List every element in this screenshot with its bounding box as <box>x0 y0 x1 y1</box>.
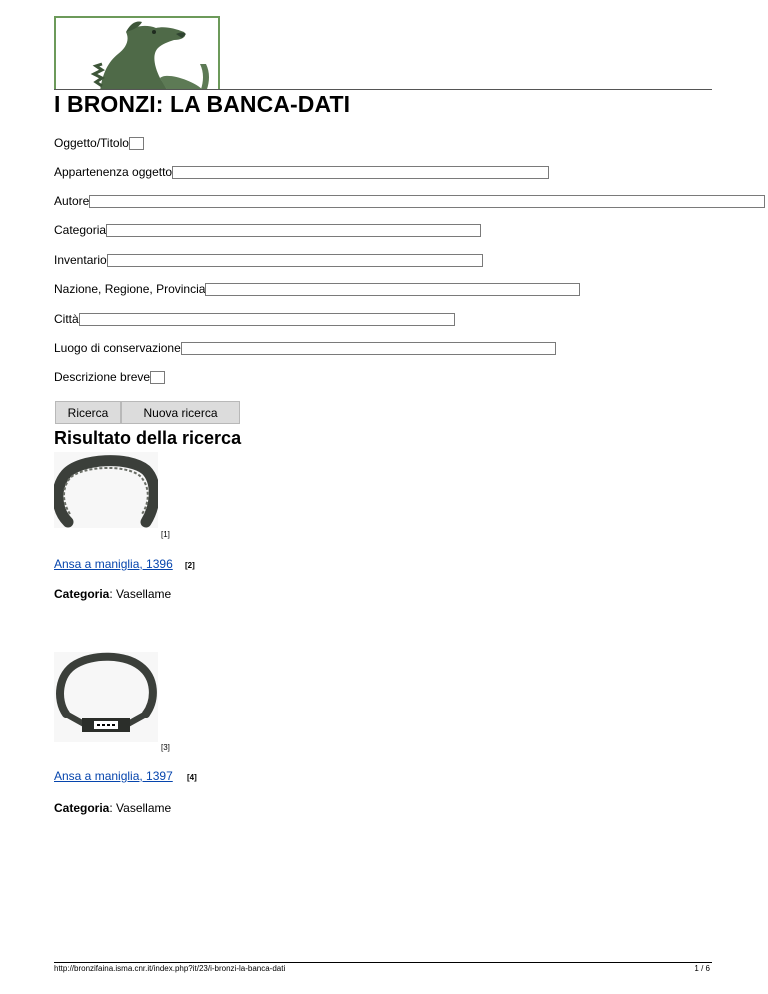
appartenenza-oggetto-input[interactable] <box>172 166 549 179</box>
field-label: Nazione, Regione, Provincia <box>54 282 206 296</box>
site-logo[interactable] <box>54 16 220 90</box>
field-label: Categoria <box>54 223 107 237</box>
nazione-regione-provincia-input[interactable] <box>205 283 580 296</box>
result-link[interactable]: Ansa a maniglia, 1396 <box>54 557 173 571</box>
footer-divider <box>54 962 712 963</box>
results-title: Risultato della ricerca <box>54 428 242 448</box>
autore-input[interactable] <box>89 195 765 208</box>
category-label: Categoria <box>54 587 110 601</box>
field-row-autore <box>54 193 765 209</box>
link-reference: [4] <box>187 773 197 782</box>
field-row-oggetto-titolo <box>54 135 144 151</box>
field-label: Città <box>54 312 79 326</box>
search-button[interactable]: Ricerca <box>55 401 121 424</box>
field-row-descrizione-breve <box>54 369 165 385</box>
field-row-appartenenza-oggetto <box>54 164 549 180</box>
oggetto-titolo-input[interactable] <box>129 137 144 150</box>
result-category <box>54 587 171 601</box>
page-number: 1 / 6 <box>694 964 710 973</box>
result-link[interactable]: Ansa a maniglia, 1397 <box>54 769 173 783</box>
result-image[interactable] <box>54 452 158 528</box>
category-label: Categoria <box>54 801 110 815</box>
field-row-inventario <box>54 252 483 268</box>
image-reference: [1] <box>161 530 170 539</box>
field-row-citta <box>54 311 455 327</box>
bronze-handle-image <box>54 452 158 528</box>
page-title: I BRONZI: LA BANCA-DATI <box>54 91 351 117</box>
field-row-nazione-regione-provincia <box>54 281 580 297</box>
result-image[interactable] <box>54 652 158 728</box>
field-row-categoria <box>54 222 481 238</box>
field-label: Appartenenza oggetto <box>54 165 173 179</box>
field-label: Autore <box>54 194 90 208</box>
form-actions <box>55 401 240 424</box>
footer-url: http://bronzifaina.isma.cnr.it/index.php?it/23/i-bronzi-la-banca-dati <box>54 964 286 973</box>
header-divider <box>54 89 712 90</box>
field-label: Descrizione breve <box>54 370 151 384</box>
categoria-input[interactable] <box>106 224 481 237</box>
descrizione-breve-input[interactable] <box>150 371 165 384</box>
field-label: Luogo di conservazione <box>54 341 181 355</box>
bronze-handle-with-label-image <box>54 652 158 742</box>
field-label: Inventario <box>54 253 107 267</box>
image-reference: [3] <box>161 743 170 752</box>
new-search-button[interactable]: Nuova ricerca <box>121 401 240 424</box>
link-reference: [2] <box>185 561 195 570</box>
field-row-luogo-di-conservazione <box>54 340 556 356</box>
inventario-input[interactable] <box>107 254 483 267</box>
category-value: : Vasellame <box>109 801 172 815</box>
luogo-di-conservazione-input[interactable] <box>181 342 556 355</box>
bronze-horse-head-icon <box>56 18 220 90</box>
result-category <box>54 801 171 815</box>
field-label: Oggetto/Titolo <box>54 136 129 150</box>
category-value: : Vasellame <box>109 587 172 601</box>
citta-input[interactable] <box>79 313 455 326</box>
